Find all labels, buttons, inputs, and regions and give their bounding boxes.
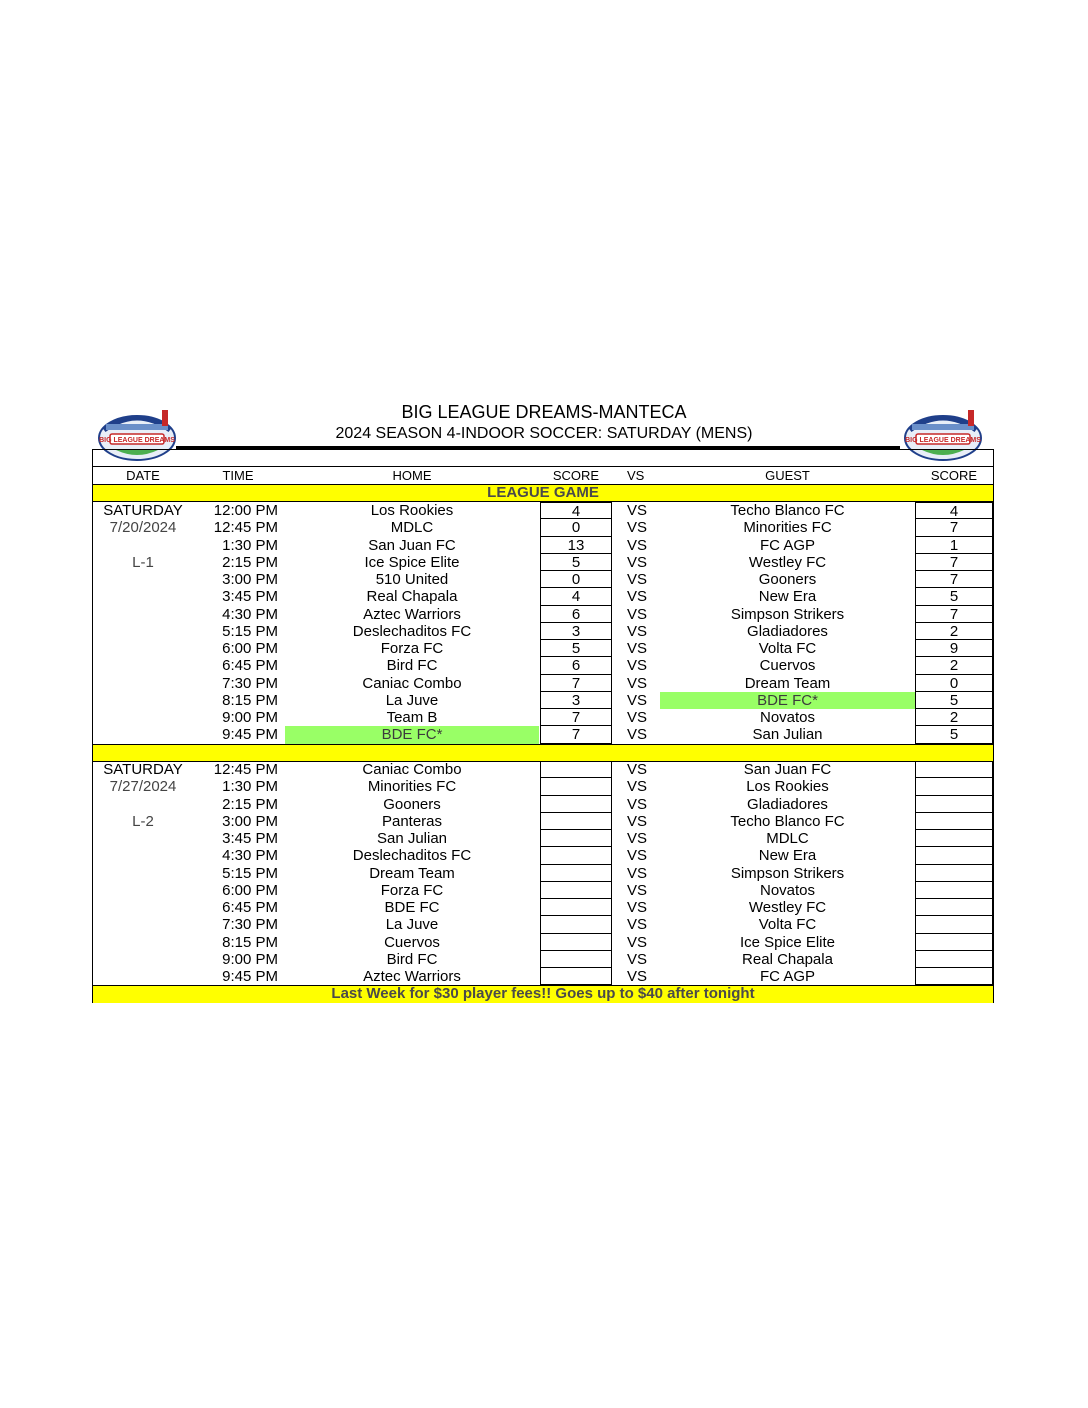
guest-score: 9 (915, 640, 993, 657)
game-time: 1:30 PM (222, 778, 278, 796)
vs-label: VS (627, 899, 648, 916)
vs-label: VS (627, 761, 648, 778)
home-team: Gooners (383, 795, 441, 813)
table-row (93, 916, 993, 933)
guest-team: Gladiadores (747, 622, 828, 640)
svg-text:BIG LEAGUE DREAMS: BIG LEAGUE DREAMS (99, 437, 175, 444)
home-team: Ice Spice Elite (364, 553, 460, 571)
guest-team: New Era (758, 847, 817, 865)
footer-note: Last Week for $30 player fees!! Goes up to $40 after tonight (93, 985, 993, 1003)
table-row (93, 606, 993, 623)
home-team: Bird FC (386, 657, 438, 675)
home-score (540, 968, 612, 985)
table-row (93, 554, 993, 571)
game-time: 5:15 PM (222, 622, 278, 640)
vs-label: VS (627, 640, 648, 657)
game-time: 3:00 PM (222, 812, 278, 830)
guest-score (915, 847, 993, 864)
column-header-row (93, 467, 993, 484)
home-team: San Juan FC (368, 536, 456, 554)
vs-label: VS (627, 881, 648, 899)
game-time: 3:45 PM (222, 830, 278, 847)
guest-team: Simpson Strikers (730, 605, 845, 623)
home-score: 0 (540, 519, 612, 536)
home-team: Los Rookies (370, 502, 454, 519)
guest-team: FC AGP (759, 968, 815, 985)
guest-team: Novatos (759, 709, 816, 726)
table-row (93, 537, 993, 554)
guest-team: Volta FC (758, 916, 817, 934)
table-row (93, 519, 993, 536)
home-score: 6 (540, 606, 612, 623)
game-time: 4:30 PM (222, 605, 278, 623)
table-row (93, 865, 993, 882)
home-score: 4 (540, 502, 612, 519)
vs-label: VS (627, 571, 648, 588)
vs-label: VS (627, 709, 648, 726)
vs-label: VS (627, 864, 648, 882)
table-row (93, 951, 993, 968)
game-time: 6:00 PM (222, 881, 278, 899)
home-score (540, 916, 612, 933)
guest-score: 7 (915, 606, 993, 623)
vs-label: VS (627, 622, 648, 640)
home-team: La Juve (385, 691, 439, 709)
home-team: Bird FC (386, 950, 438, 968)
home-score (540, 847, 612, 864)
home-score: 0 (540, 571, 612, 588)
vs-label: VS (627, 830, 648, 847)
vs-label: VS (627, 674, 648, 692)
guest-score (915, 934, 993, 951)
table-row (93, 675, 993, 692)
game-time: 6:00 PM (222, 640, 278, 657)
column-header-home: HOME (392, 468, 432, 483)
week-separator (93, 744, 993, 762)
league-game-banner: LEAGUE GAME (93, 484, 993, 502)
home-score: 4 (540, 588, 612, 605)
table-row (93, 761, 993, 778)
guest-score: 0 (915, 675, 993, 692)
table-row (93, 726, 993, 743)
table-row (93, 778, 993, 795)
game-time: 9:45 PM (222, 726, 278, 744)
game-time: 6:45 PM (222, 657, 278, 675)
guest-score (915, 865, 993, 882)
guest-team: Techo Blanco FC (730, 812, 845, 830)
home-score (540, 934, 612, 951)
column-header-guest: GUEST (765, 468, 810, 483)
vs-label: VS (627, 933, 648, 951)
game-time: 7:30 PM (222, 674, 278, 692)
home-score (540, 882, 612, 899)
home-team: Aztec Warriors (363, 605, 461, 623)
table-row (93, 709, 993, 726)
guest-score: 2 (915, 709, 993, 726)
guest-team: Techo Blanco FC (730, 502, 845, 519)
guest-score: 7 (915, 519, 993, 536)
home-score (540, 796, 612, 813)
guest-score (915, 813, 993, 830)
vs-label: VS (627, 588, 648, 606)
home-score (540, 899, 612, 916)
home-team: Caniac Combo (362, 674, 462, 692)
home-team: Forza FC (380, 640, 444, 657)
home-score (540, 830, 612, 847)
guest-team: New Era (758, 588, 817, 606)
home-score (540, 865, 612, 882)
guest-score: 1 (915, 537, 993, 554)
page-title: BIG LEAGUE DREAMS-MANTECA (401, 402, 687, 422)
home-team: BDE FC* (285, 726, 539, 743)
guest-team: MDLC (766, 830, 809, 847)
game-time: 3:00 PM (222, 571, 278, 588)
guest-team: FC AGP (759, 536, 815, 554)
league-week-label: L-2 (132, 812, 154, 830)
guest-score (915, 830, 993, 847)
home-team: Cuervos (384, 933, 440, 951)
game-time: 2:15 PM (222, 795, 278, 813)
table-row (93, 692, 993, 709)
guest-score: 5 (915, 588, 993, 605)
vs-label: VS (627, 519, 648, 537)
guest-score (915, 968, 993, 985)
game-time: 5:15 PM (222, 864, 278, 882)
vs-label: VS (627, 916, 648, 934)
vs-label: VS (627, 968, 648, 985)
vs-label: VS (627, 502, 648, 519)
game-date: 7/20/2024 (109, 519, 177, 537)
game-time: 8:15 PM (222, 933, 278, 951)
guest-team: Simpson Strikers (730, 864, 845, 882)
guest-team: Dream Team (744, 674, 831, 692)
guest-score: 7 (915, 554, 993, 571)
home-team: Real Chapala (366, 588, 458, 606)
vs-label: VS (627, 847, 648, 865)
table-row (93, 502, 993, 519)
table-row (93, 934, 993, 951)
game-day: SATURDAY (103, 761, 183, 778)
home-team: 510 United (375, 571, 449, 588)
vs-label: VS (627, 536, 648, 554)
guest-score: 5 (915, 726, 993, 743)
game-time: 9:00 PM (222, 950, 278, 968)
game-time: 6:45 PM (222, 899, 278, 916)
home-score (540, 813, 612, 830)
home-team: Deslechaditos FC (352, 847, 472, 865)
column-header-date: DATE (126, 468, 160, 483)
home-score: 7 (540, 675, 612, 692)
guest-team: Gladiadores (747, 795, 828, 813)
guest-team: Minorities FC (743, 519, 832, 537)
vs-label: VS (627, 553, 648, 571)
home-score: 13 (540, 537, 612, 554)
table-row (93, 882, 993, 899)
column-header-home-score: SCORE (552, 468, 600, 483)
game-day: SATURDAY (103, 502, 183, 519)
vs-label: VS (627, 950, 648, 968)
guest-score (915, 899, 993, 916)
home-team: La Juve (385, 916, 439, 934)
home-score: 7 (540, 709, 612, 726)
vs-label: VS (627, 726, 648, 744)
guest-score (915, 761, 993, 778)
guest-score (915, 796, 993, 813)
guest-team: Novatos (759, 881, 816, 899)
home-team: MDLC (390, 519, 434, 537)
home-team: Deslechaditos FC (352, 622, 472, 640)
column-header-vs: VS (627, 468, 645, 483)
table-row (93, 640, 993, 657)
guest-team: Westley FC (748, 553, 827, 571)
game-time: 2:15 PM (222, 553, 278, 571)
table-row (93, 847, 993, 864)
home-score: 5 (540, 554, 612, 571)
table-row (93, 899, 993, 916)
guest-team: Volta FC (758, 640, 817, 657)
table-row (93, 571, 993, 588)
home-score: 3 (540, 692, 612, 709)
game-time: 9:45 PM (222, 968, 278, 985)
guest-team: Cuervos (759, 657, 816, 675)
vs-label: VS (627, 691, 648, 709)
home-score: 3 (540, 623, 612, 640)
game-time: 3:45 PM (222, 588, 278, 606)
table-row (93, 796, 993, 813)
game-time: 1:30 PM (222, 536, 278, 554)
column-header-time: TIME (222, 468, 254, 483)
home-score: 5 (540, 640, 612, 657)
table-row (93, 830, 993, 847)
guest-score: 4 (915, 502, 993, 519)
guest-score: 2 (915, 657, 993, 674)
schedule-table (92, 449, 994, 1003)
home-team: Forza FC (380, 881, 444, 899)
vs-label: VS (627, 812, 648, 830)
game-time: 9:00 PM (222, 709, 278, 726)
game-time: 12:45 PM (213, 761, 278, 778)
guest-score (915, 882, 993, 899)
vs-label: VS (627, 795, 648, 813)
vs-label: VS (627, 778, 648, 796)
svg-text:BIG LEAGUE DREAMS: BIG LEAGUE DREAMS (905, 437, 981, 444)
home-team: Panteras (381, 812, 443, 830)
guest-team: Los Rookies (746, 778, 829, 796)
table-row (93, 623, 993, 640)
league-week-label: L-1 (132, 553, 154, 571)
guest-score: 5 (915, 692, 993, 709)
home-score (540, 778, 612, 795)
table-row (93, 657, 993, 674)
guest-score (915, 778, 993, 795)
home-team: Team B (386, 709, 438, 726)
vs-label: VS (627, 657, 648, 675)
table-row (93, 588, 993, 605)
game-time: 4:30 PM (222, 847, 278, 865)
home-team: Aztec Warriors (363, 968, 461, 985)
home-team: San Julian (376, 830, 448, 847)
game-time: 12:00 PM (213, 502, 278, 519)
column-header-guest-score: SCORE (930, 468, 978, 483)
guest-team: Real Chapala (742, 950, 833, 968)
home-team: Caniac Combo (362, 761, 462, 778)
home-score (540, 761, 612, 778)
guest-team: BDE FC* (660, 692, 915, 709)
guest-score: 2 (915, 623, 993, 640)
home-team: BDE FC (384, 899, 440, 916)
table-row (93, 813, 993, 830)
guest-team: San Juan FC (743, 761, 832, 778)
game-time: 8:15 PM (222, 691, 278, 709)
guest-team: San Julian (752, 726, 823, 744)
guest-score: 7 (915, 571, 993, 588)
game-time: 7:30 PM (222, 916, 278, 934)
home-score (540, 951, 612, 968)
game-time: 12:45 PM (213, 519, 278, 537)
guest-score (915, 916, 993, 933)
guest-score (915, 951, 993, 968)
home-score: 6 (540, 657, 612, 674)
guest-team: Westley FC (748, 899, 827, 916)
home-team: Minorities FC (367, 778, 457, 796)
table-row (93, 968, 993, 985)
guest-team: Gooners (758, 571, 817, 588)
table-top-band (93, 450, 993, 467)
game-date: 7/27/2024 (109, 778, 177, 796)
guest-team: Ice Spice Elite (739, 933, 836, 951)
home-team: Dream Team (369, 864, 455, 882)
vs-label: VS (627, 605, 648, 623)
home-score: 7 (540, 726, 612, 743)
page-subtitle: 2024 SEASON 4-INDOOR SOCCER: SATURDAY (MENS) (335, 425, 753, 442)
